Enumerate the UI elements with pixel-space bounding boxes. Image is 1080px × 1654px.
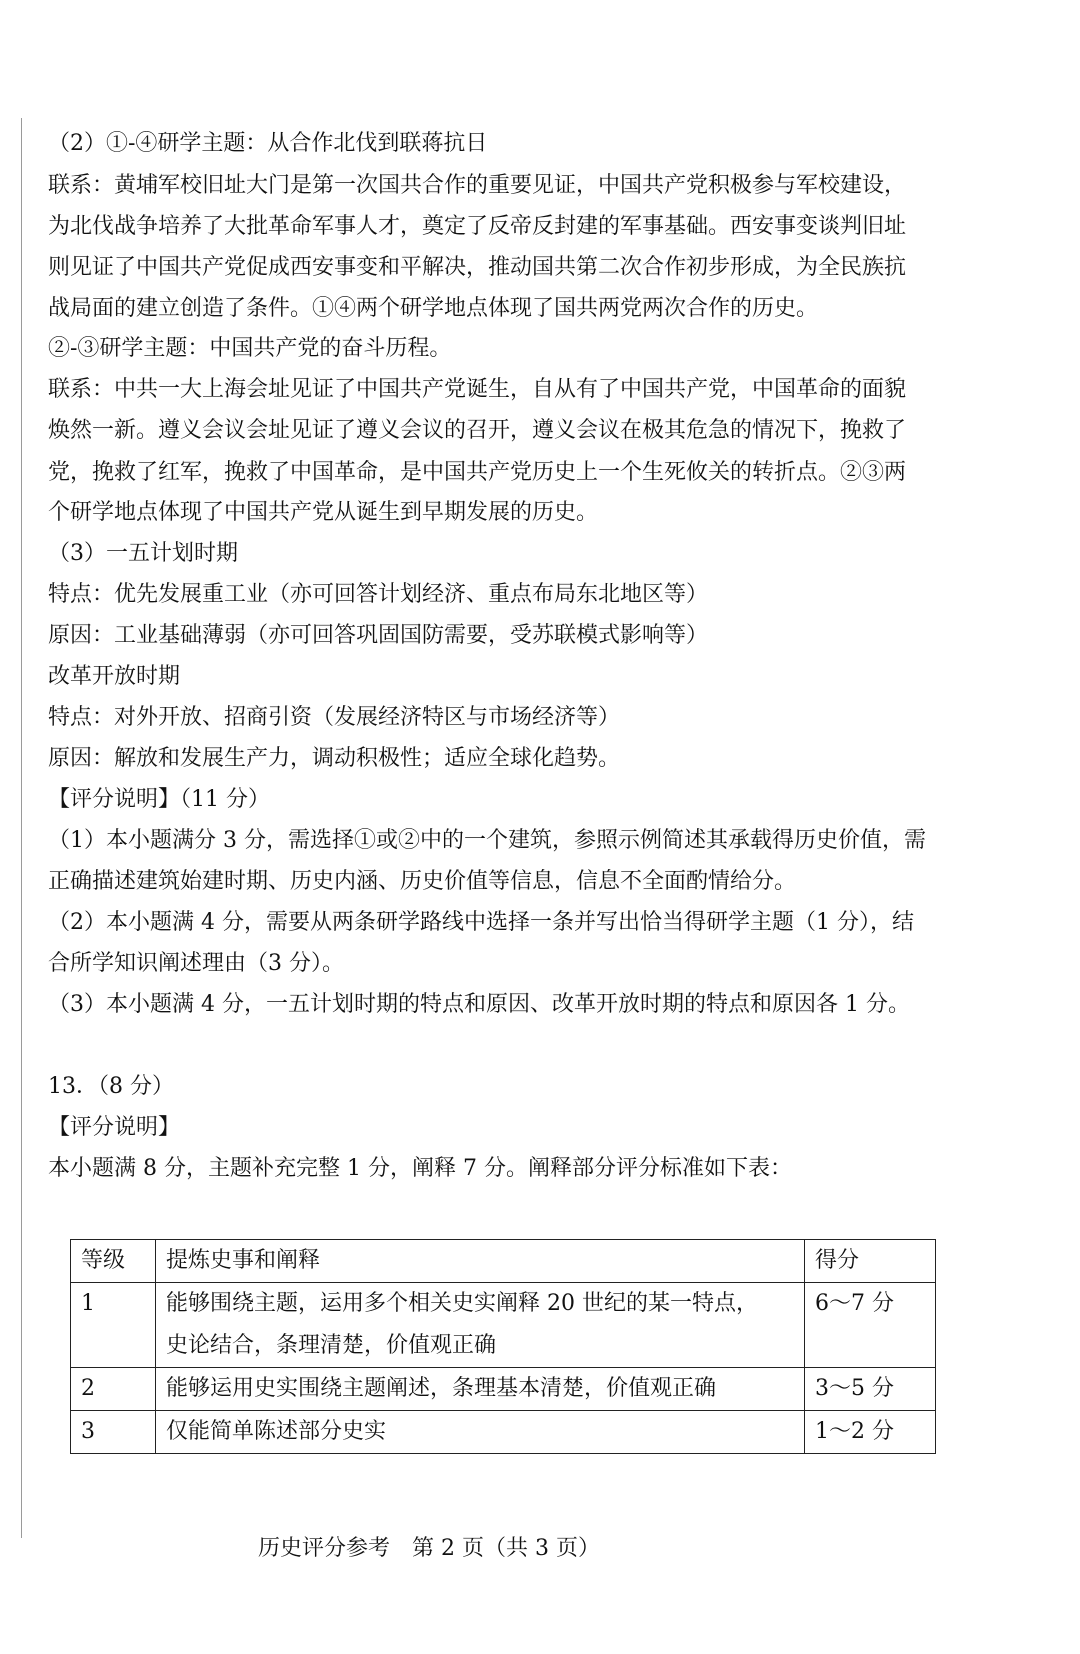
scoring-note-line: （1）本小题满分 3 分，需选择①或②中的一个建筑，参照示例简述其承载得历史价值，需 xyxy=(48,828,926,853)
table-row xyxy=(71,1368,936,1411)
answer-line: 原因：解放和发展生产力，调动积极性；适应全球化趋势。 xyxy=(48,746,621,771)
table-row xyxy=(71,1411,936,1454)
table-cell-score: 1～2 分 xyxy=(805,1411,936,1454)
question-13-intro: 本小题满 8 分，主题补充完整 1 分，阐释 7 分。阐释部分评分标准如下表： xyxy=(48,1156,792,1181)
desc-line: 能够围绕主题，运用多个相关史实阐释 20 世纪的某一特点， xyxy=(166,1291,758,1316)
answer-line: 特点：对外开放、招商引资（发展经济特区与市场经济等） xyxy=(48,705,621,730)
desc-line: 史论结合，条理清楚，价值观正确 xyxy=(166,1333,497,1358)
page-footer: 历史评分参考 第 2 页（共 3 页） xyxy=(258,1536,600,1561)
table-cell-desc xyxy=(156,1411,805,1454)
answer-line: 战局面的建立创造了条件。①④两个研学地点体现了国共两党两次合作的历史。 xyxy=(48,296,819,321)
scoring-note-line: （2）本小题满 4 分，需要从两条研学路线中选择一条并写出恰当得研学主题（1 分），结 xyxy=(48,910,914,935)
table-cell-desc xyxy=(156,1283,805,1368)
answer-line: 原因：工业基础薄弱（亦可回答巩固国防需要，受苏联模式影响等） xyxy=(48,623,709,648)
table-cell-score: 6～7 分 xyxy=(805,1283,936,1368)
subquestion-2-theme-b: ②-③研学主题：中国共产党的奋斗历程。 xyxy=(48,336,452,361)
table-cell-level: 1 xyxy=(71,1283,156,1368)
table-header-row xyxy=(71,1240,936,1283)
desc-line: 能够运用史实围绕主题阐述，条理基本清楚，价值观正确 xyxy=(166,1376,717,1401)
answer-line: 联系：中共一大上海会址见证了中国共产党诞生，自从有了中国共产党，中国革命的面貌 xyxy=(48,377,907,402)
answer-line: 为北伐战争培养了大批革命军事人才，奠定了反帝反封建的军事基础。西安事变谈判旧址 xyxy=(48,214,907,239)
question-13-note-title: 【评分说明】 xyxy=(48,1115,181,1140)
scoring-note-line: （3）本小题满 4 分，一五计划时期的特点和原因、改革开放时期的特点和原因各 1 分。 xyxy=(48,992,910,1017)
table-header: 等级 xyxy=(71,1240,156,1283)
subquestion-3-heading: （3）一五计划时期 xyxy=(48,541,238,566)
table-cell-level: 3 xyxy=(71,1411,156,1454)
answer-line: 改革开放时期 xyxy=(48,664,181,689)
table-cell-level: 2 xyxy=(71,1368,156,1411)
answer-line: 特点：优先发展重工业（亦可回答计划经济、重点布局东北地区等） xyxy=(48,582,709,607)
scoring-note-line: 合所学知识阐述理由（3 分）。 xyxy=(48,951,344,976)
table-header: 提炼史事和阐释 xyxy=(156,1240,805,1283)
scoring-note-line: 正确描述建筑始建时期、历史内涵、历史价值等信息，信息不全面酌情给分。 xyxy=(48,869,797,894)
table-cell-desc xyxy=(156,1368,805,1411)
table-cell-score: 3～5 分 xyxy=(805,1368,936,1411)
answer-line: 联系：黄埔军校旧址大门是第一次国共合作的重要见证，中国共产党积极参与军校建设， xyxy=(48,173,907,198)
question-13-heading: 13．（8 分） xyxy=(48,1074,174,1099)
margin-rule xyxy=(21,118,22,1538)
table-row xyxy=(71,1283,936,1368)
table-header: 得分 xyxy=(805,1240,936,1283)
desc-line: 仅能简单陈述部分史实 xyxy=(166,1419,387,1444)
answer-line: 个研学地点体现了中国共产党从诞生到早期发展的历史。 xyxy=(48,500,599,525)
answer-line: 则见证了中国共产党促成西安事变和平解决，推动国共第二次合作初步形成，为全民族抗 xyxy=(48,255,907,280)
answer-line: 焕然一新。遵义会议会址见证了遵义会议的召开，遵义会议在极其危急的情况下，挽救了 xyxy=(48,418,907,443)
grading-table xyxy=(70,1239,936,1454)
scoring-note-heading: 【评分说明】（11 分） xyxy=(48,787,270,812)
answer-line: 党，挽救了红军，挽救了中国革命，是中国共产党历史上一个生死攸关的转折点。②③两 xyxy=(48,460,907,485)
subquestion-2-theme-a: （2）①-④研学主题：从合作北伐到联蒋抗日 xyxy=(48,131,488,156)
